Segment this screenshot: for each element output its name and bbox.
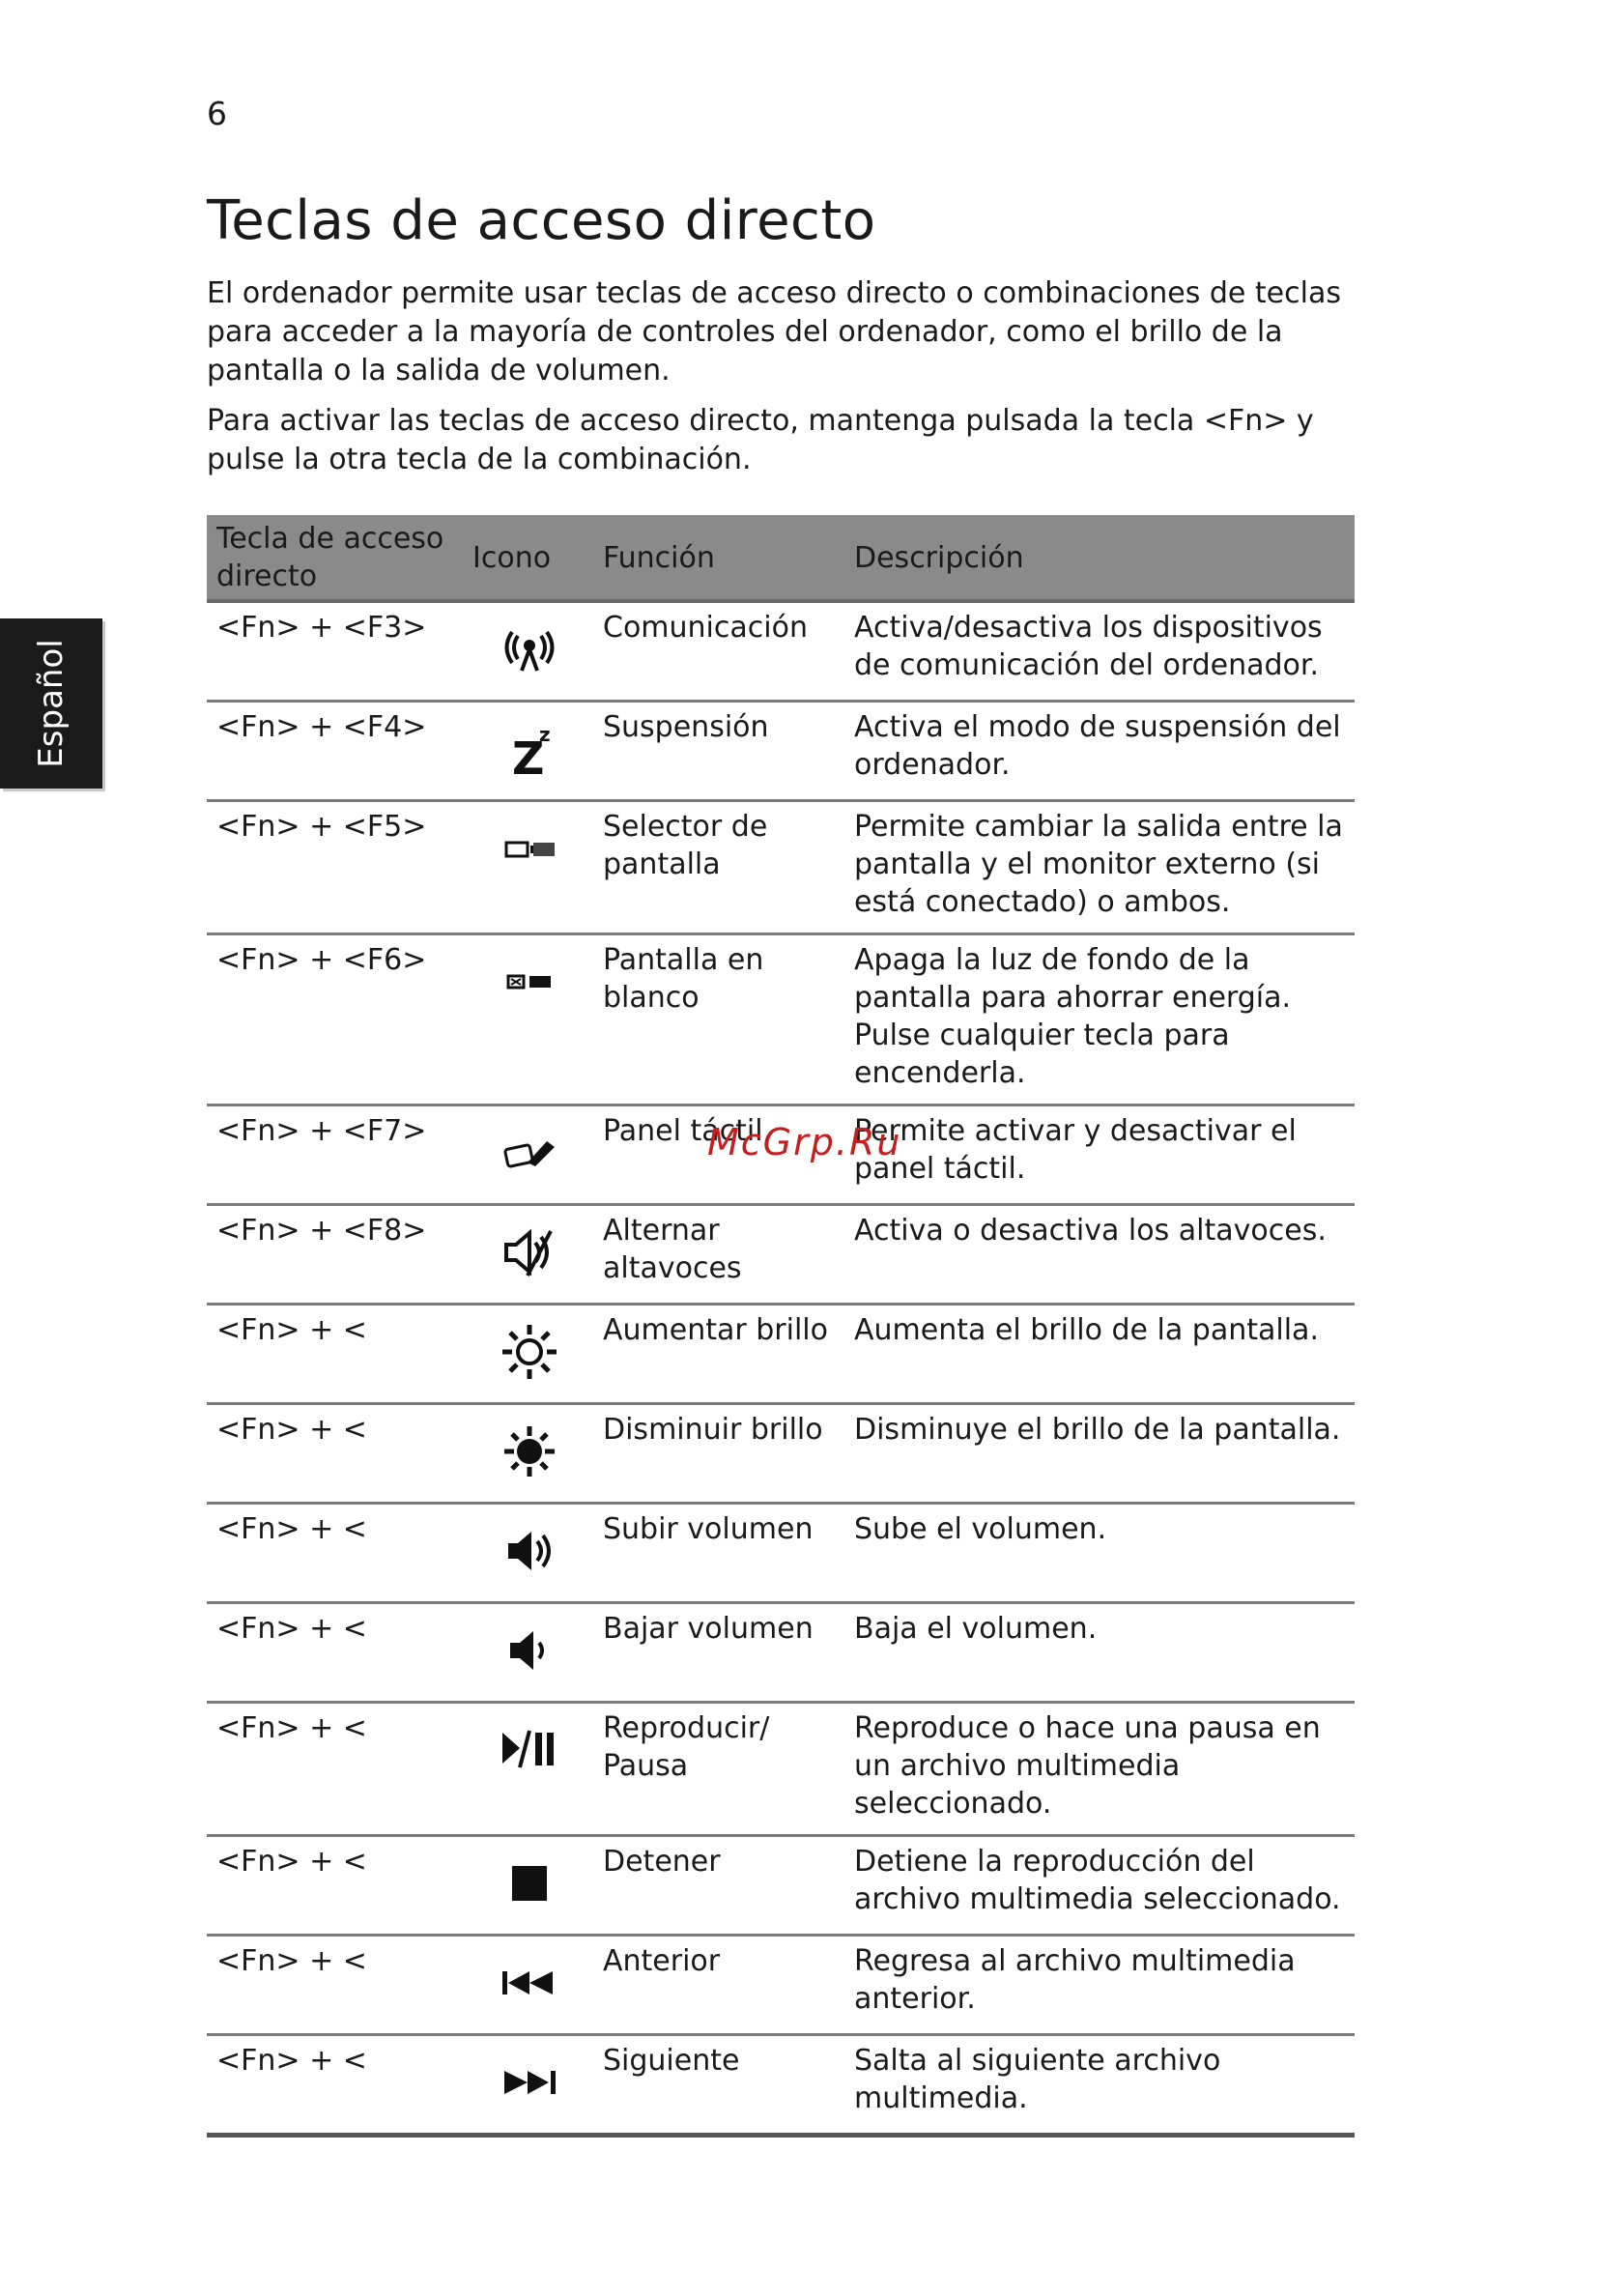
hotkey-cell: <Fn> + < — [207, 1936, 463, 2035]
touchpad-icon — [499, 1124, 560, 1182]
description-cell: Apaga la luz de fondo de la pantalla para ahorrar energía. Pulse cualquier tecla para encenderla. — [844, 934, 1355, 1105]
description-cell: Activa o desactiva los altavoces. — [844, 1205, 1355, 1305]
function-cell: Pantalla en blanco — [593, 934, 844, 1105]
table-row — [207, 1836, 1355, 1936]
icon-cell — [463, 801, 593, 934]
table-row — [207, 1205, 1355, 1305]
icon-cell — [463, 1205, 593, 1305]
header-key: Tecla de acceso directo — [207, 515, 463, 601]
brightness-up-icon — [499, 1323, 560, 1381]
display-switch-icon — [499, 819, 560, 877]
icon-cell — [463, 934, 593, 1105]
page-number: 6 — [207, 95, 227, 132]
speaker-toggle-icon — [499, 1223, 560, 1281]
table-row — [207, 1936, 1355, 2035]
icon-cell — [463, 702, 593, 801]
icon-cell — [463, 1105, 593, 1205]
sleep-icon — [499, 720, 560, 778]
stop-icon — [499, 1854, 560, 1912]
table-row — [207, 2035, 1355, 2136]
hotkey-cell: <Fn> + < — [207, 1603, 463, 1703]
table-row — [207, 1404, 1355, 1504]
table-row — [207, 601, 1355, 702]
table-row — [207, 801, 1355, 934]
table-row — [207, 1703, 1355, 1836]
description-cell: Reproduce o hace una pausa en un archivo multimedia seleccionado. — [844, 1703, 1355, 1836]
hotkey-cell: <Fn> + < — [207, 1404, 463, 1504]
header-icon: Icono — [463, 515, 593, 601]
header-function: Función — [593, 515, 844, 601]
function-cell: Siguiente — [593, 2035, 844, 2136]
description-cell: Regresa al archivo multimedia anterior. — [844, 1936, 1355, 2035]
description-cell: Activa/desactiva los dispositivos de comunicación del ordenador. — [844, 601, 1355, 702]
icon-cell — [463, 2035, 593, 2136]
description-cell: Permite cambiar la salida entre la pantalla y el monitor externo (si está conectado) o ambos. — [844, 801, 1355, 934]
volume-down-icon — [499, 1622, 560, 1679]
function-cell: Disminuir brillo — [593, 1404, 844, 1504]
hotkey-cell: <Fn> + <F8> — [207, 1205, 463, 1305]
description-cell: Salta al siguiente archivo multimedia. — [844, 2035, 1355, 2136]
hotkey-cell: <Fn> + < — [207, 1703, 463, 1836]
icon-cell — [463, 601, 593, 702]
icon-cell — [463, 1603, 593, 1703]
intro-paragraph: El ordenador permite usar teclas de acceso directo o combinaciones de teclas para acceder a la mayoría de controles del ordenador, como el brillo de la pantalla o la salida de volumen. — [207, 276, 1341, 387]
hotkey-table — [207, 515, 1355, 2138]
instruction-paragraph: Para activar las teclas de acceso directo, mantenga pulsada la tecla <Fn> y pulse la otra tecla de la combinación. — [207, 404, 1314, 476]
hotkey-cell: <Fn> + < — [207, 2035, 463, 2136]
icon-cell — [463, 1504, 593, 1603]
table-row — [207, 1305, 1355, 1404]
hotkey-cell: <Fn> + <F5> — [207, 801, 463, 934]
wireless-icon — [499, 620, 560, 678]
description-cell: Detiene la reproducción del archivo multimedia seleccionado. — [844, 1836, 1355, 1936]
description-cell: Aumenta el brillo de la pantalla. — [844, 1305, 1355, 1404]
play-pause-icon — [499, 1721, 560, 1779]
description-cell: Sube el volumen. — [844, 1504, 1355, 1603]
table-row — [207, 934, 1355, 1105]
table-row — [207, 702, 1355, 801]
hotkey-cell: <Fn> + < — [207, 1504, 463, 1603]
page-title: Teclas de acceso directo — [207, 189, 876, 252]
function-cell: Alternar altavoces — [593, 1205, 844, 1305]
function-cell: Selector de pantalla — [593, 801, 844, 934]
header-description: Descripción — [844, 515, 1355, 601]
svg-text:z: z — [538, 723, 551, 746]
language-label: Español — [32, 639, 71, 768]
hotkey-cell: <Fn> + <F6> — [207, 934, 463, 1105]
hotkey-cell: <Fn> + <F4> — [207, 702, 463, 801]
watermark: McGrp.Ru — [707, 1121, 902, 1163]
description-cell: Activa el modo de suspensión del ordenador. — [844, 702, 1355, 801]
function-cell: Reproducir/ Pausa — [593, 1703, 844, 1836]
function-cell: Anterior — [593, 1936, 844, 2035]
icon-cell — [463, 1836, 593, 1936]
function-cell: Subir volumen — [593, 1504, 844, 1603]
function-cell: Detener — [593, 1836, 844, 1936]
table-header-row — [207, 515, 1355, 601]
volume-up-icon — [499, 1522, 560, 1580]
function-cell: Suspensión — [593, 702, 844, 801]
description-cell: Disminuye el brillo de la pantalla. — [844, 1404, 1355, 1504]
icon-cell — [463, 1305, 593, 1404]
function-cell: Comunicación — [593, 601, 844, 702]
icon-cell — [463, 1936, 593, 2035]
screen-blank-icon — [499, 953, 560, 1011]
hotkey-cell: <Fn> + < — [207, 1305, 463, 1404]
previous-icon — [499, 1954, 560, 2012]
description-cell: Baja el volumen. — [844, 1603, 1355, 1703]
next-icon — [499, 2053, 560, 2111]
language-side-tab — [0, 618, 102, 789]
icon-cell — [463, 1703, 593, 1836]
icon-cell — [463, 1404, 593, 1504]
svg-text:Z: Z — [511, 732, 544, 778]
function-cell: Aumentar brillo — [593, 1305, 844, 1404]
hotkey-cell: <Fn> + <F7> — [207, 1105, 463, 1205]
table-row — [207, 1603, 1355, 1703]
brightness-down-icon — [499, 1422, 560, 1480]
table-row — [207, 1504, 1355, 1603]
description-cell: Permite activar y desactivar el panel táctil. — [844, 1105, 1355, 1205]
hotkey-cell: <Fn> + <F3> — [207, 601, 463, 702]
hotkey-cell: <Fn> + < — [207, 1836, 463, 1936]
function-cell: Panel táctil — [593, 1105, 844, 1205]
function-cell: Bajar volumen — [593, 1603, 844, 1703]
